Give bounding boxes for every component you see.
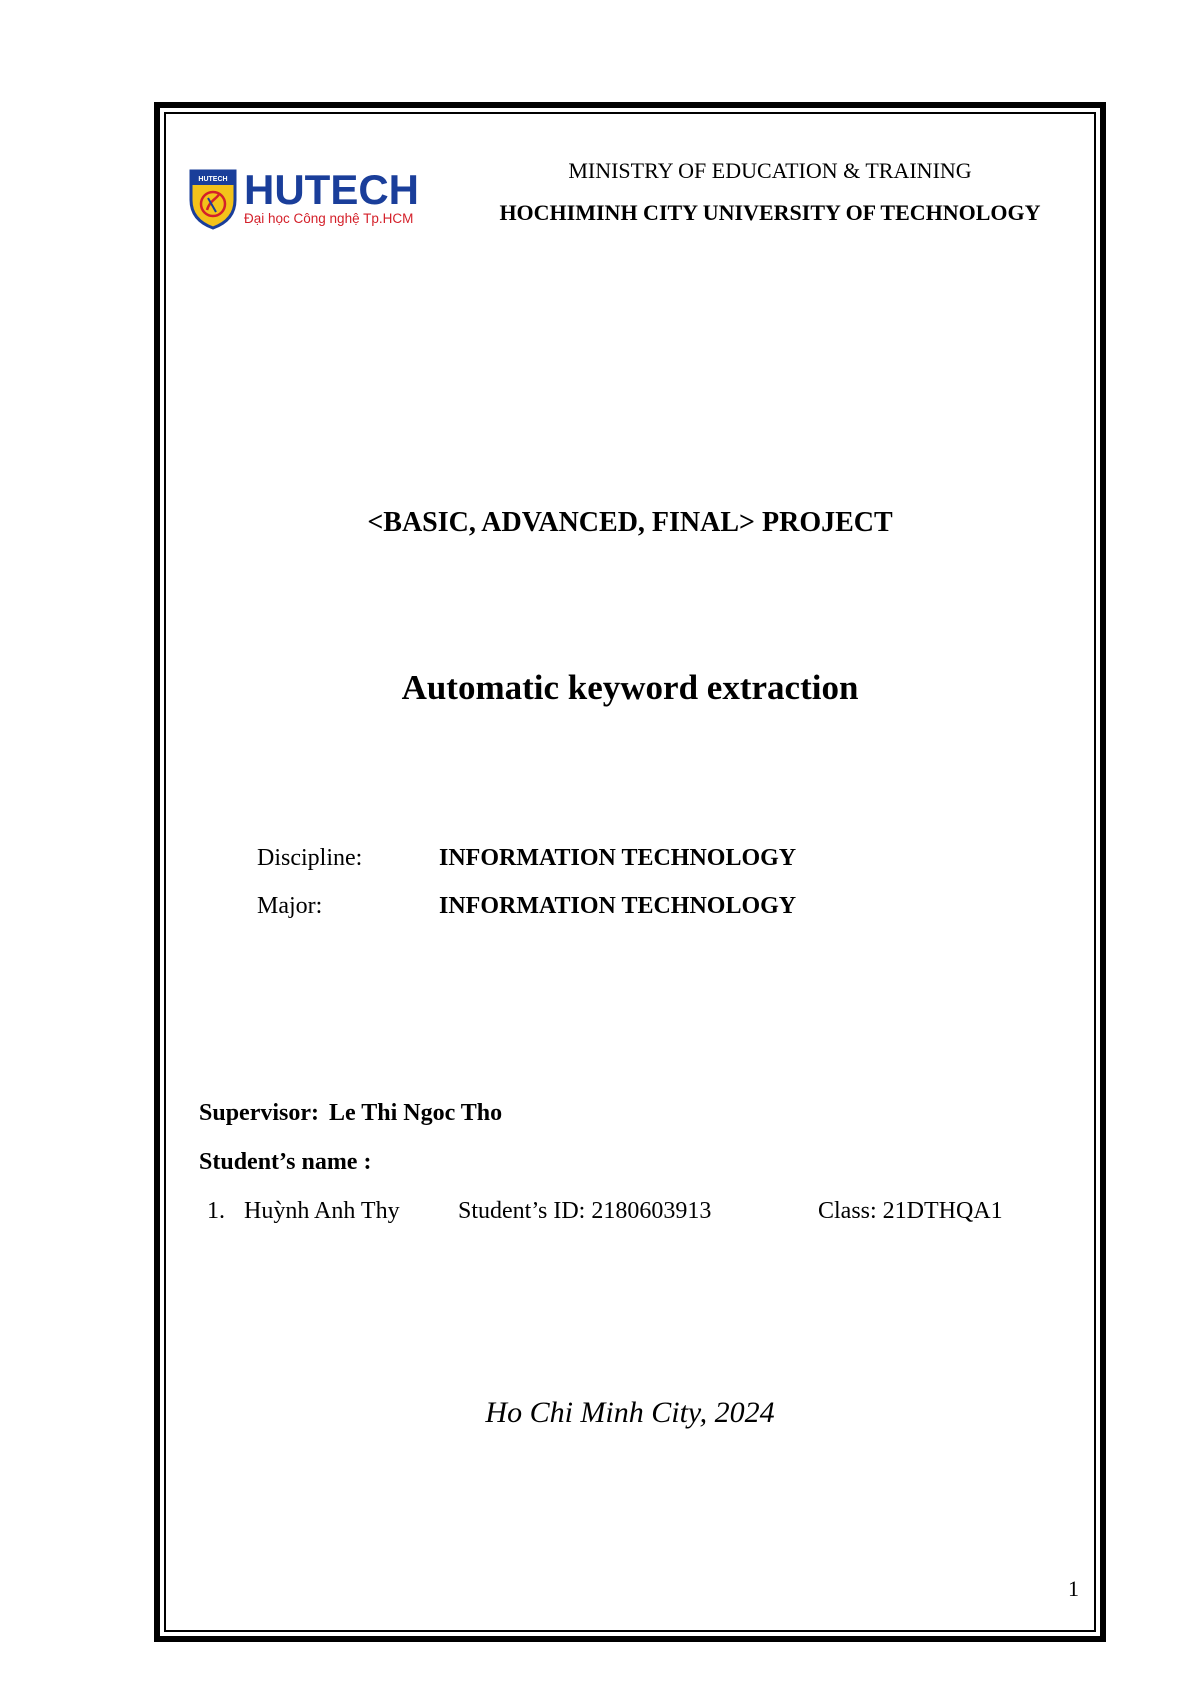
- hutech-shield-icon: [188, 168, 238, 230]
- university-heading: HOCHIMINH CITY UNIVERSITY OF TECHNOLOGY: [499, 200, 1041, 225]
- supervisor-line: [199, 1098, 502, 1128]
- page-number: 1: [1068, 1576, 1079, 1601]
- logo-subtitle-text: Đại học Công nghệ Tp.HCM: [244, 211, 414, 226]
- hutech-logo: [188, 168, 426, 230]
- student-name: Huỳnh Anh Thy: [244, 1198, 400, 1224]
- logo-brand-text: HUTECH: [244, 166, 419, 213]
- project-title: Automatic keyword extraction: [401, 668, 859, 707]
- ministry-heading: MINISTRY OF EDUCATION & TRAINING: [568, 158, 972, 183]
- supervisor-name: Le Thi Ngoc Tho: [329, 1100, 503, 1126]
- student-name-label: Student’s name :: [199, 1149, 372, 1175]
- svg-text:HUTECH: HUTECH: [198, 176, 228, 183]
- major-value: INFORMATION TECHNOLOGY: [439, 893, 797, 919]
- city-year: Ho Chi Minh City, 2024: [485, 1396, 775, 1429]
- student-class: Class: 21DTHQA1: [818, 1198, 1003, 1224]
- student-index: 1.: [207, 1198, 225, 1224]
- student-id: Student’s ID: 2180603913: [458, 1198, 712, 1224]
- project-type-heading: <BASIC, ADVANCED, FINAL> PROJECT: [367, 507, 893, 538]
- discipline-value: INFORMATION TECHNOLOGY: [439, 845, 797, 871]
- supervisor-label: Supervisor:: [199, 1100, 319, 1126]
- discipline-label: Discipline:: [257, 845, 363, 871]
- major-label: Major:: [257, 893, 323, 919]
